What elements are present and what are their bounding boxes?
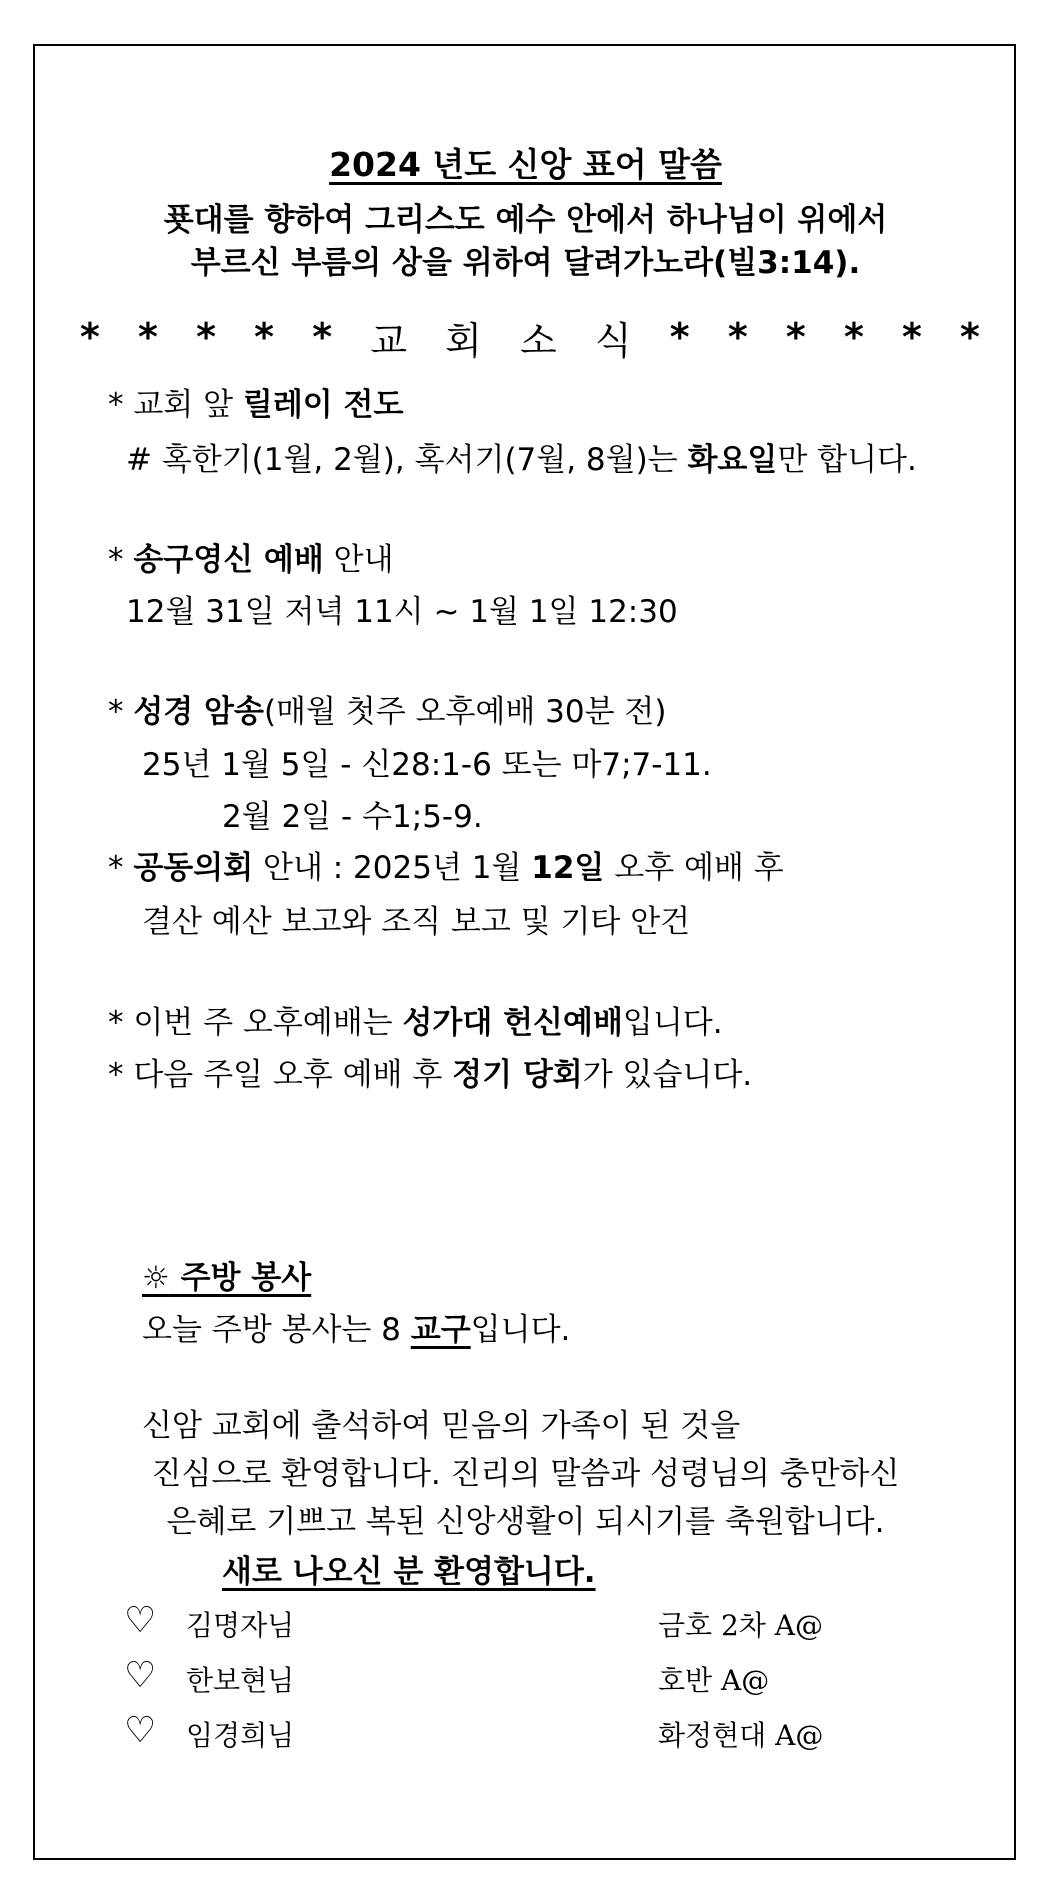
news-meeting-title: * 공동의회 안내 : 2025년 1월 12일 오후 예배 후: [108, 850, 784, 886]
welcome-line-1: 신암 교회에 출석하여 믿음의 가족이 된 것을: [142, 1408, 741, 1444]
newcomer-name: 임경희님: [186, 1719, 295, 1752]
newcomer-address: 화정현대 A@: [658, 1719, 824, 1752]
newcomer-address: 호반 A@: [658, 1664, 770, 1697]
star-mark: *: [312, 315, 333, 359]
motto-title: 2024 년도 신앙 표어 말씀: [329, 145, 722, 184]
newcomer-name: 한보현님: [186, 1664, 295, 1697]
star-mark: *: [138, 315, 158, 359]
star-mark: *: [785, 315, 806, 359]
heading-char: 교: [370, 318, 407, 363]
star-mark: *: [669, 315, 690, 359]
heart-icon: ♡: [124, 1710, 157, 1751]
heart-icon: ♡: [124, 1655, 157, 1696]
motto-verse-line-2: 부르신 부름의 상을 위하여 달려가노라(빌3:14).: [190, 245, 861, 281]
welcome-line-2: 진심으로 환영합니다. 진리의 말씀과 성령님의 충만하신: [151, 1456, 900, 1492]
star-mark: *: [196, 315, 216, 359]
star-mark: *: [960, 315, 980, 359]
news-choir: * 이번 주 오후예배는 성가대 헌신예배입니다.: [108, 1005, 723, 1041]
heading-char: 식: [594, 318, 632, 363]
news-relay-title: * 교회 앞 릴레이 전도: [108, 387, 404, 423]
star-mark: *: [901, 315, 922, 359]
kitchen-text: 오늘 주방 봉사는 8 교구입니다.: [142, 1312, 571, 1348]
heart-icon: ♡: [124, 1600, 157, 1641]
church-news-heading: [80, 312, 980, 362]
news-bible-title: * 성경 암송(매월 첫주 오후예배 30분 전): [108, 694, 667, 730]
heading-char: 소: [520, 318, 557, 363]
star-mark: *: [80, 315, 100, 359]
heading-char: 회: [445, 318, 482, 363]
newcomer-name: 김명자님: [186, 1609, 295, 1642]
news-bible-line-2: 2월 2일 - 수1;5-9.: [222, 799, 483, 835]
sun-icon: ☼: [142, 1260, 170, 1296]
newcomers-title: 새로 나오신 분 환영합니다.: [222, 1554, 596, 1590]
welcome-line-3: 은혜로 기쁘고 복된 신앙생활이 되시기를 축원합니다.: [166, 1504, 885, 1540]
kitchen-title: ☼ 주방 봉사: [142, 1260, 312, 1296]
news-bible-line-1: 25년 1월 5일 - 신28:1-6 또는 마7;7-11.: [142, 747, 712, 783]
motto-verse-line-1: 푯대를 향하여 그리스도 예수 안에서 하나님이 위에서: [163, 202, 888, 238]
star-mark: *: [843, 315, 864, 359]
newcomer-address: 금호 2차 A@: [658, 1609, 823, 1642]
news-songgu-title: * 송구영신 예배 안내: [108, 542, 394, 578]
news-meeting-detail: 결산 예산 보고와 조직 보고 및 기타 안건: [142, 904, 691, 940]
star-mark: *: [254, 315, 275, 359]
star-mark: *: [727, 315, 748, 359]
news-songgu-detail: 12월 31일 저녁 11시 ~ 1월 1일 12:30: [126, 594, 678, 630]
news-relay-detail: # 혹한기(1월, 2월), 혹서기(7월, 8월)는 화요일만 합니다.: [126, 442, 917, 478]
news-session: * 다음 주일 오후 예배 후 정기 당회가 있습니다.: [108, 1057, 753, 1093]
